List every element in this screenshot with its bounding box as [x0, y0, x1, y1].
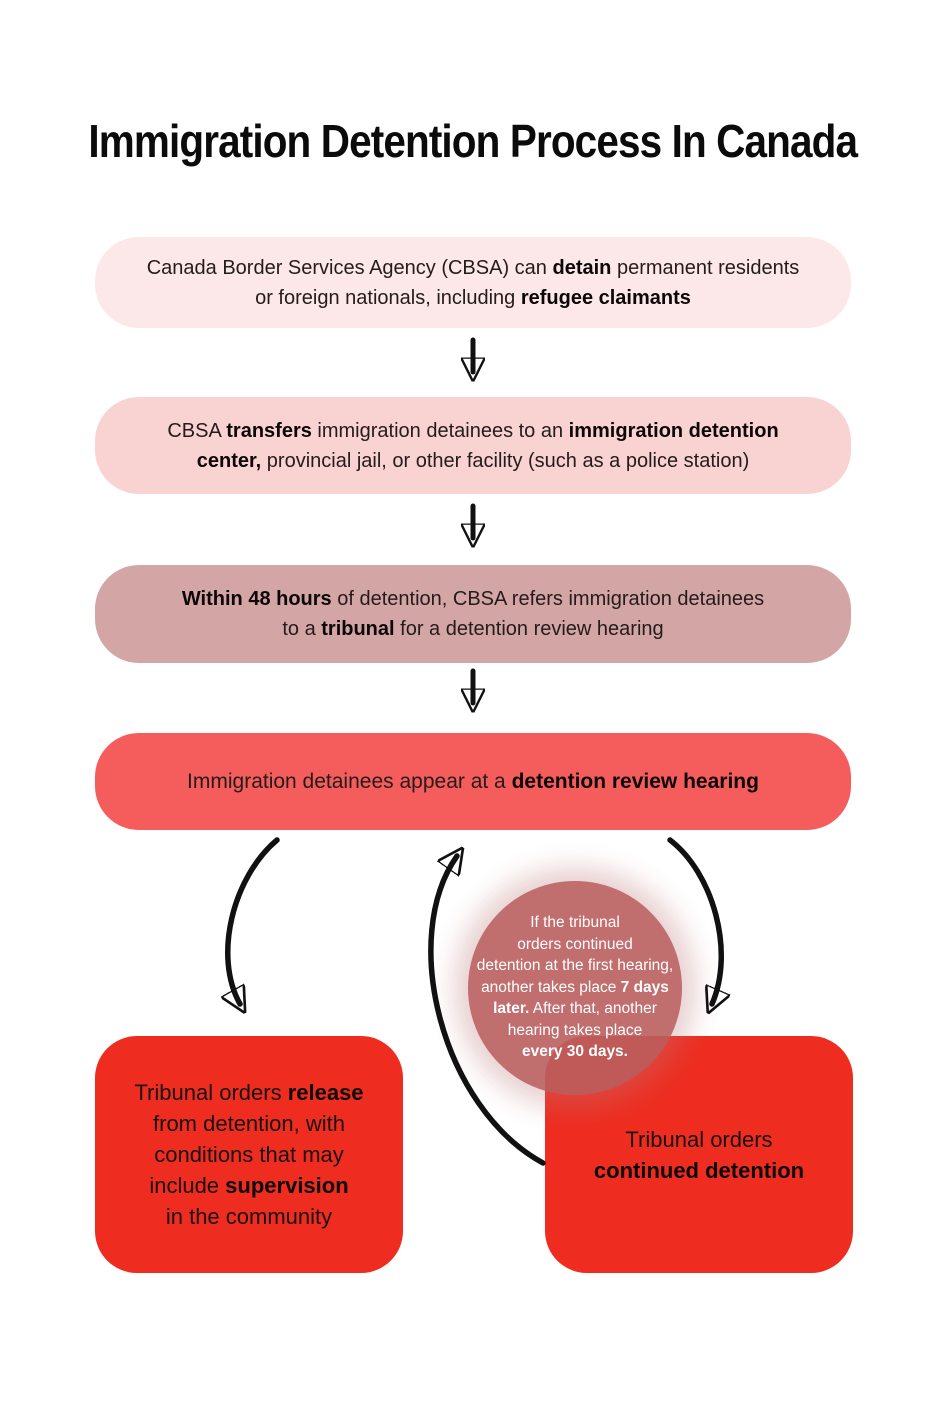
step-48-hours-text: Within 48 hours of detention, CBSA refers immigration detainees to a tribunal for a detention review hearing	[181, 588, 765, 640]
step-hearing-text: Immigration detainees appear at a detention review hearing	[187, 769, 759, 793]
step-48-hours-box	[95, 565, 851, 663]
outcome-release-text: Tribunal orders release from detention, with conditions that may include supervision in the community	[134, 1080, 364, 1229]
page-title-wrap	[0, 112, 946, 170]
outcome-continued-detention-text: Tribunal orders continued detention	[593, 1126, 805, 1183]
step-hearing-box	[95, 733, 851, 830]
step-transfer-text: CBSA transfers immigration detainees to an immigration detention center, provincial jail, or other facility (such as a police station)	[167, 419, 779, 472]
review-schedule-note-text: If the tribunal orders continued detention at the first hearing, another takes place 7 days later. After that, another hearing takes place every 30 days.	[476, 914, 674, 1060]
step-detain-box	[95, 237, 851, 328]
step-detain-text: Canada Border Services Agency (CBSA) can detain permanent residents or foreign nationals, including refugee claimants	[146, 256, 800, 309]
curved-arrow-icon-hearing-to-release	[228, 840, 277, 1004]
step-transfer-box	[95, 397, 851, 494]
page-title: Immigration Detention Process In Canada	[88, 115, 858, 167]
outcome-release-box	[95, 1036, 403, 1273]
